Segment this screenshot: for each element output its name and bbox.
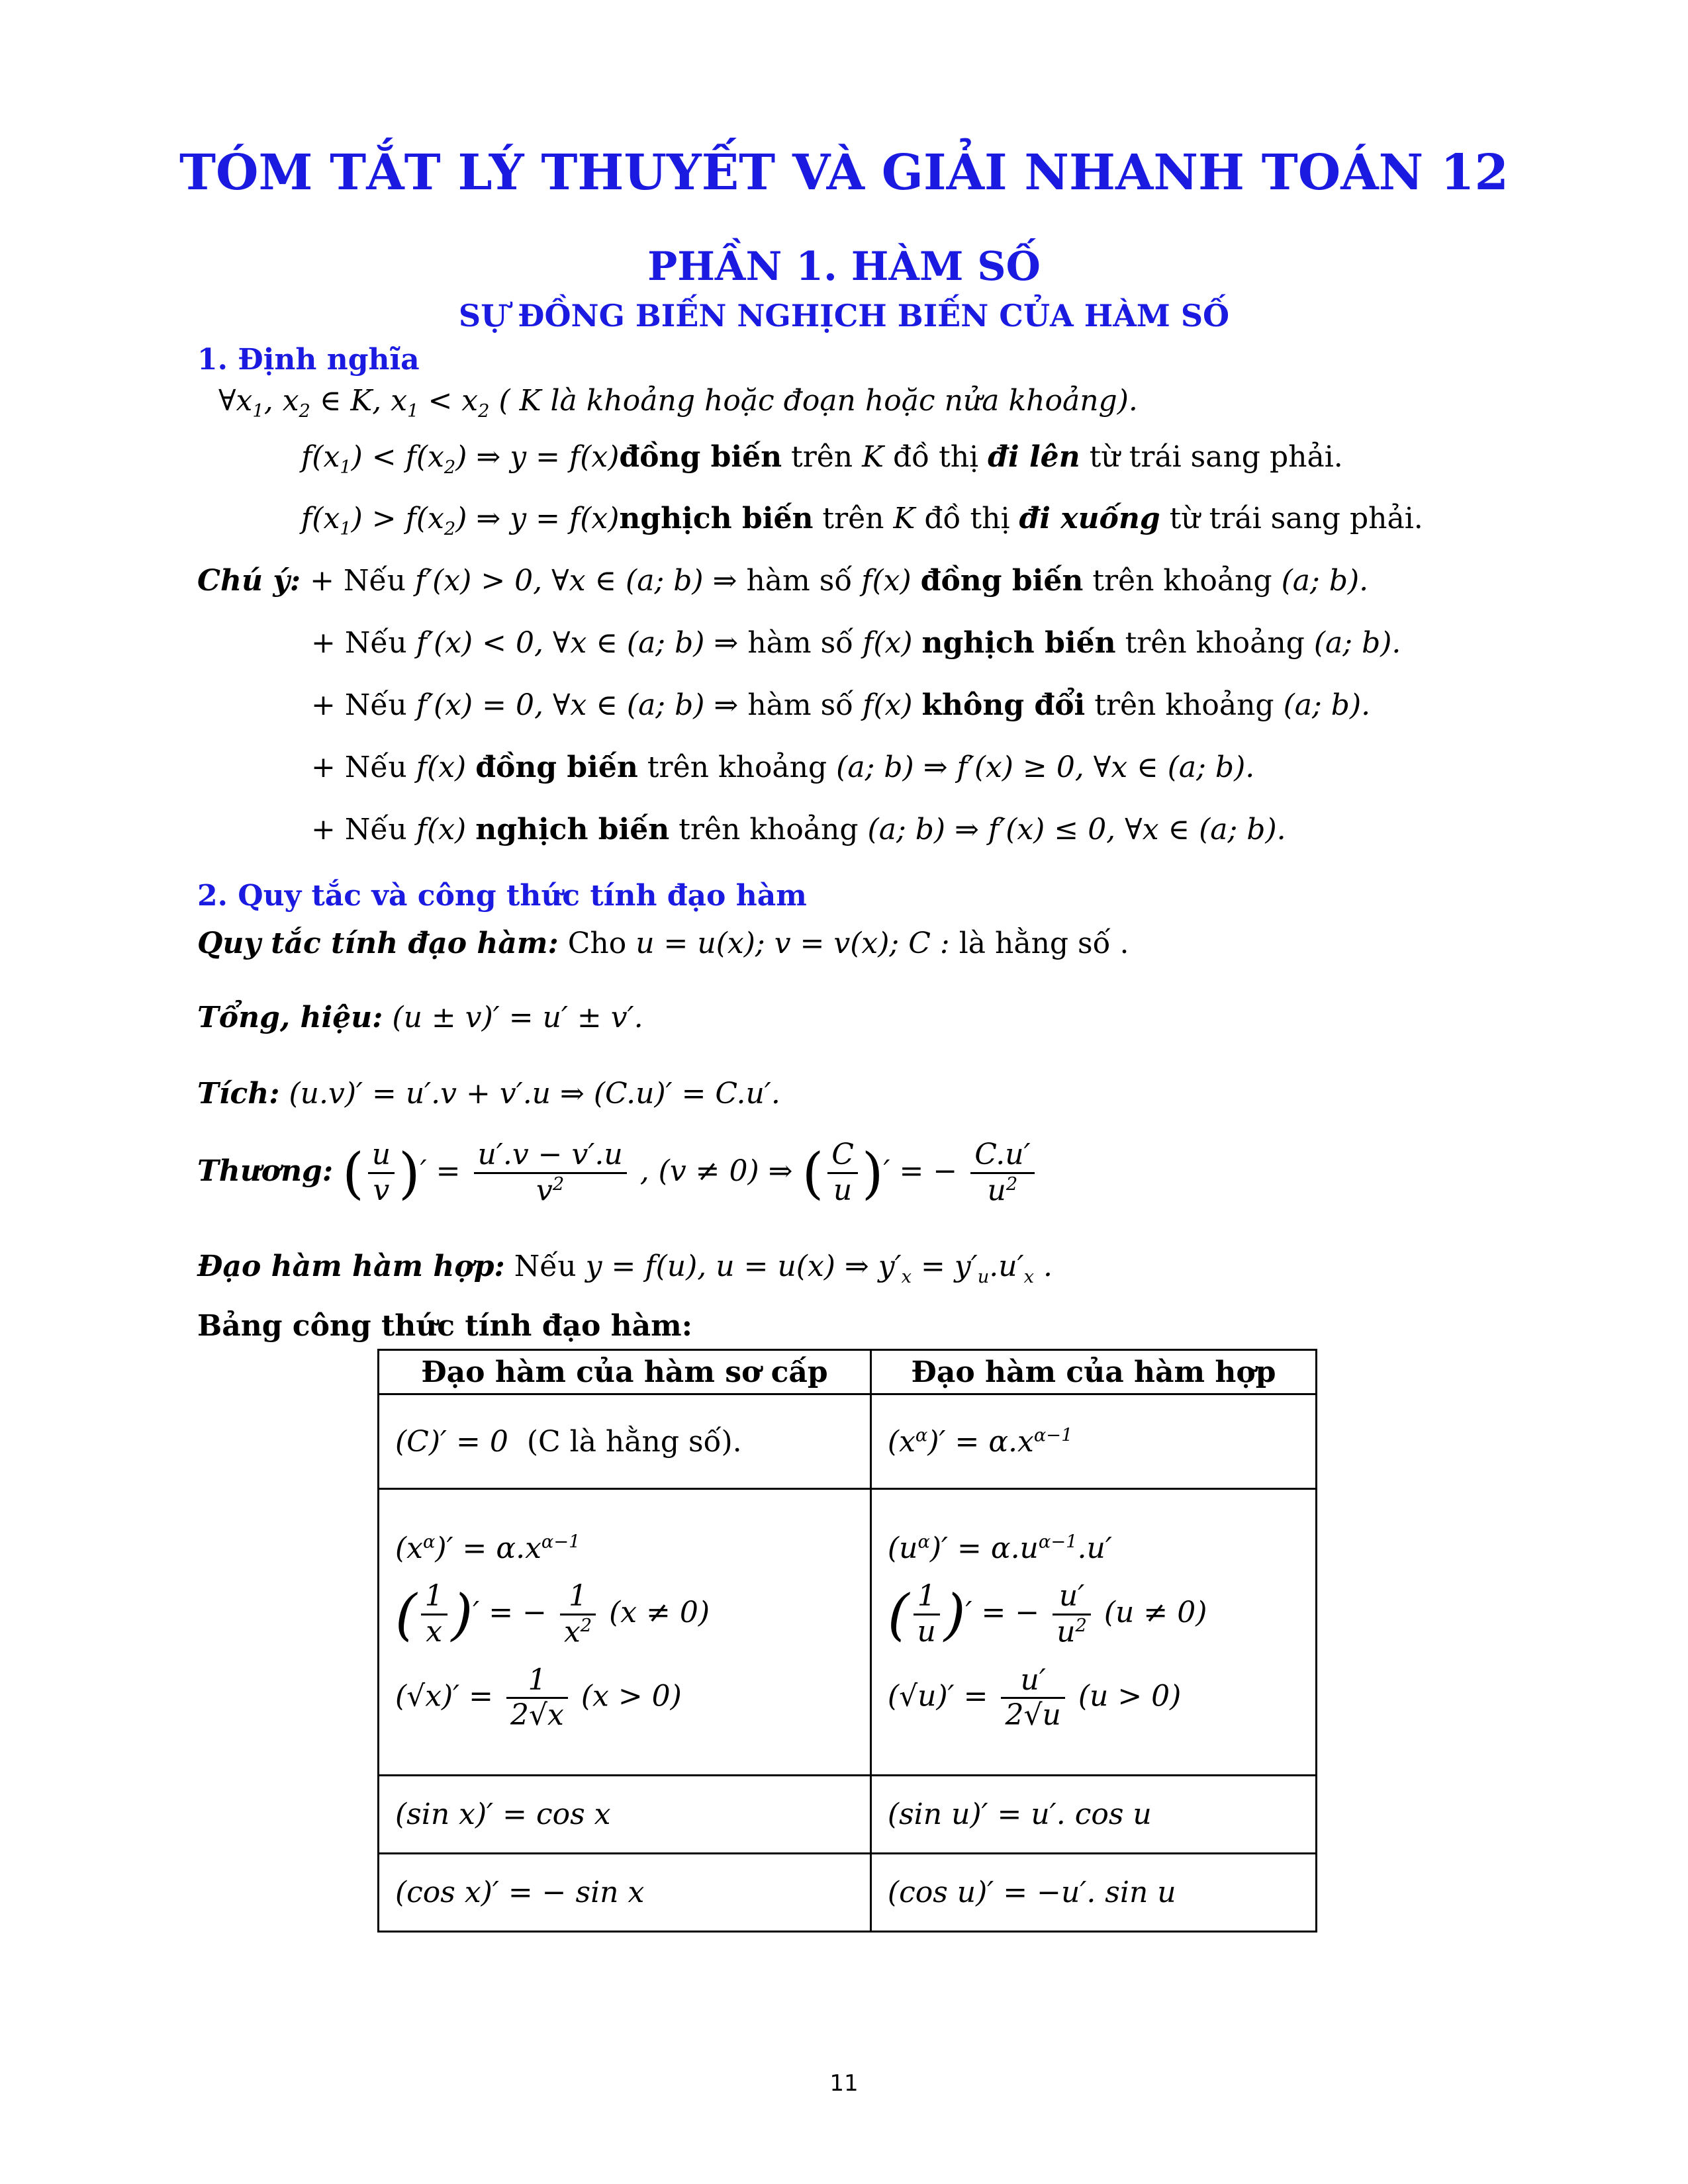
goes-up-label: đi lên [988,440,1080,474]
table-cell: (sin u)′ = u′. cos u [870,1776,1316,1854]
section-2-heading: 2. Quy tắc và công thức tính đạo hàm [197,879,807,913]
rule-label: Quy tắc tính đạo hàm: [197,927,559,960]
text-on-interval: trên khoảng [647,751,827,784]
table-row [379,1776,1317,1854]
composite-rule: Đạo hàm hàm hợp: Nếu y = f(u), u = u(x) ⇒ $y'_x = y'_u.u'_x$ . [197,1250,1053,1287]
table-title-text: Bảng công thức tính đạo hàm: [197,1309,692,1343]
text-left-right: từ trái sang phải. [1160,502,1423,535]
table-cell: $(x^\alpha)' = \alpha.x^{\alpha-1}$ ( $\frac{1}{x}$ )′ = − $\frac{1}{x^2}$ (x ≠ 0) (√x)′ = $\frac{1}{2√x}$ (x > 0) [379,1489,871,1776]
text-constant: là hằng số . [959,927,1129,960]
product-rule: Tích: (u.v)′ = u′.v + v′.u ⇒ (C.u)′ = C.u′. [197,1077,780,1111]
sum-label: Tổng, hiệu: [197,1001,383,1034]
text-on-interval: trên khoảng [679,813,859,846]
text-function: hàm số [746,564,853,598]
decreasing-definition: $f(x_1) > f(x_2)$ ⇒ y = f(x)nghịch biến trên K đồ thị đi xuống từ trái sang phải. [301,502,1423,539]
table-cell: (cos x)′ = − sin x [379,1854,871,1932]
definition-note: ( K là khoảng hoặc đoạn hoặc nửa khoảng). [498,384,1138,418]
increasing-label: đồng biến [619,440,782,474]
increasing-label: đồng biến [475,751,638,784]
text-on: trên [813,502,894,535]
text-left-right: từ trái sang phải. [1080,440,1343,474]
constant-label: không đổi [921,688,1086,722]
rule-line: Quy tắc tính đạo hàm: Cho u = u(x); v = v(x); C : là hằng số . [197,927,1129,960]
product-label: Tích: [197,1077,280,1111]
table-cell: (C)′ = 0 (C là hằng số). [379,1394,871,1489]
text-on-interval: trên khoảng [1094,688,1274,722]
text-given: Cho [567,927,627,960]
composite-label: Đạo hàm hàm hợp: [197,1250,505,1283]
note-line-5: + Nếu f(x) nghịch biến trên khoảng (a; b) ⇒ f′(x) ≤ 0, ∀x ∈ (a; b). [311,813,1286,846]
text-graph: đồ thị [884,440,988,474]
note-line-1: Chú ý: + Nếu f′(x) > 0, ∀x ∈ (a; b) ⇒ hàm số f(x) đồng biến trên khoảng (a; b). [197,564,1369,598]
constant-note: (C là hằng số). [526,1424,742,1459]
goes-down-label: đi xuống [1019,502,1160,535]
text-on-interval: trên khoảng [1125,626,1305,660]
section-subtitle: SỰ ĐỒNG BIẾN NGHỊCH BIẾN CỦA HÀM SỐ [458,298,1230,334]
table-cell: $(u^\alpha)' = \alpha.u^{\alpha-1}.u'$ ( $\frac{1}{u}$ )′ = − $\frac{u'}{u^2}$ (u ≠ 0) (√u)′ = $\frac{u'}{2√u}$ (u > 0) [870,1489,1316,1776]
text-if: + Nếu [311,626,407,660]
sum-rule: Tổng, hiệu: (u ± v)′ = u′ ± v′. [197,1001,643,1034]
increasing-definition: $f(x_1) < f(x_2)$ ⇒ y = f(x)đồng biến trên K đồ thị đi lên từ trái sang phải. [301,440,1343,478]
derivative-table [377,1349,1317,1933]
increasing-label: đồng biến [920,564,1084,598]
table-header-composite: Đạo hàm của hàm hợp [870,1350,1316,1394]
quotient-rule: Thương: ( $\frac{u}{v}$ )′ = $\frac{u'.v - v'.u}{v^2}$ , (v ≠ 0) ⇒ ( $\frac{C}{u}$ )′ = − $\frac{C.u'}{u^2}$ [197,1138,1039,1208]
note-line-3: + Nếu f′(x) = 0, ∀x ∈ (a; b) ⇒ hàm số f(x) không đổi trên khoảng (a; b). [311,688,1371,722]
note-line-4: + Nếu f(x) đồng biến trên khoảng (a; b) ⇒ f′(x) ≥ 0, ∀x ∈ (a; b). [311,751,1255,784]
table-cell: (cos u)′ = −u′. sin u [870,1854,1316,1932]
text-function: hàm số [747,626,854,660]
table-row [379,1854,1317,1932]
table-title [197,1309,692,1343]
text-if: + Nếu [311,688,407,722]
note-label: Chú ý: [197,564,301,598]
table-row [379,1394,1317,1489]
text-graph: đồ thị [915,502,1019,535]
definition-line: $\forall x_1$, $x_2$ ∈ K, $x_1 < x_2$ ( K là khoảng hoặc đoạn hoặc nửa khoảng). [218,384,1138,422]
table-cell: (sin x)′ = cos x [379,1776,871,1854]
document-title: TÓM TẮT LÝ THUYẾT VÀ GIẢI NHANH TOÁN 12 [179,144,1509,201]
table-header-elementary: Đạo hàm của hàm sơ cấp [379,1350,871,1394]
page-number: 11 [829,2070,859,2097]
text-if: + Nếu [310,564,406,598]
text-if: + Nếu [311,813,407,846]
text-if: Nếu [514,1250,577,1283]
decreasing-label: nghịch biến [921,626,1116,660]
quotient-label: Thương: [197,1154,334,1188]
text-on-interval: trên khoảng [1092,564,1272,598]
table-cell: $(x^\alpha)' = \alpha.x^{\alpha-1}$ [870,1394,1316,1489]
note-line-2: + Nếu f′(x) < 0, ∀x ∈ (a; b) ⇒ hàm số f(x) nghịch biến trên khoảng (a; b). [311,626,1401,660]
text-on: trên [782,440,863,474]
text-if: + Nếu [311,751,407,784]
decreasing-label: nghịch biến [619,502,814,535]
decreasing-label: nghịch biến [475,813,670,846]
section-1-heading: 1. Định nghĩa [197,343,420,377]
text-function: hàm số [747,688,854,722]
part-heading: PHẦN 1. HÀM SỐ [647,244,1041,290]
table-row [379,1489,1317,1776]
